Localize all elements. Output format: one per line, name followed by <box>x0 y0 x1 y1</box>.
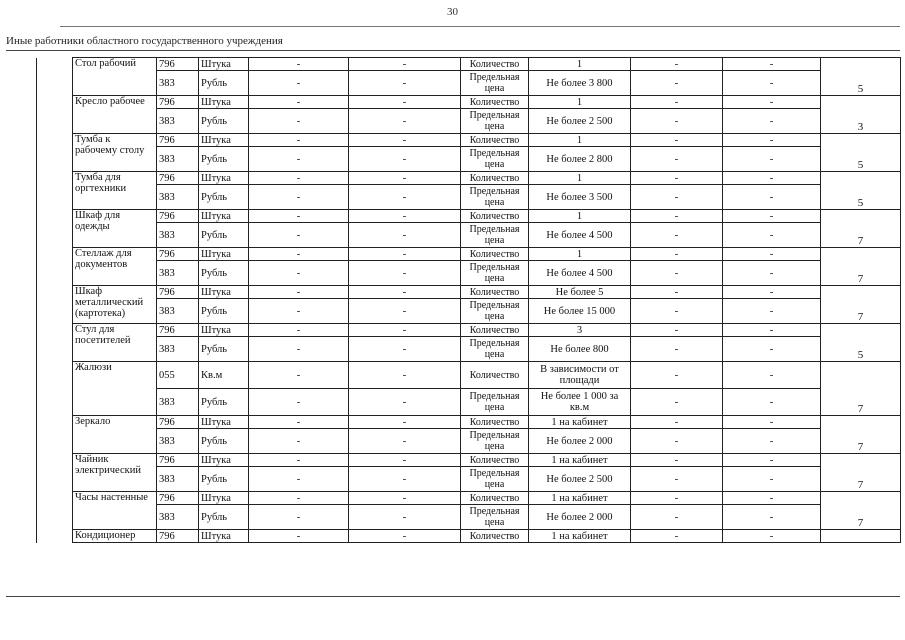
dash-cell: - <box>349 147 461 172</box>
characteristic-value: Не более 1 000 за кв.м <box>529 389 631 416</box>
okei-code: 383 <box>157 109 199 134</box>
characteristic-type: Предельная цена <box>461 337 529 362</box>
characteristic-type: Предельная цена <box>461 71 529 96</box>
characteristic-type: Предельная цена <box>461 147 529 172</box>
item-name: Жалюзи <box>73 362 157 416</box>
unit-name: Рубль <box>199 299 249 324</box>
dash-cell: - <box>723 286 821 299</box>
dash-cell: - <box>349 96 461 109</box>
dash-cell: - <box>631 261 723 286</box>
characteristic-value: Не более 2 000 <box>529 505 631 530</box>
characteristic-type: Количество <box>461 248 529 261</box>
okei-code: 383 <box>157 71 199 96</box>
characteristic-value: Не более 2 000 <box>529 429 631 454</box>
okei-code: 383 <box>157 337 199 362</box>
service-life: 7 <box>821 492 901 530</box>
bottom-rule <box>6 596 900 597</box>
margin-cell <box>37 96 73 134</box>
dash-cell: - <box>249 337 349 362</box>
dash-cell: - <box>631 337 723 362</box>
dash-cell: - <box>631 96 723 109</box>
unit-name: Рубль <box>199 147 249 172</box>
dash-cell: - <box>349 324 461 337</box>
dash-cell: - <box>249 429 349 454</box>
characteristic-value: Не более 2 800 <box>529 147 631 172</box>
characteristic-type: Количество <box>461 210 529 223</box>
unit-name: Штука <box>199 454 249 467</box>
characteristic-value: Не более 15 000 <box>529 299 631 324</box>
dash-cell: - <box>631 147 723 172</box>
table-row <box>37 362 901 389</box>
item-name: Шкаф для одежды <box>73 210 157 248</box>
dash-cell: - <box>249 505 349 530</box>
margin-cell <box>37 454 73 492</box>
table-row <box>37 109 901 134</box>
dash-cell: - <box>249 286 349 299</box>
top-rule <box>60 26 900 27</box>
characteristic-type: Предельная цена <box>461 429 529 454</box>
characteristic-type: Предельная цена <box>461 261 529 286</box>
characteristic-type: Количество <box>461 416 529 429</box>
dash-cell: - <box>349 134 461 147</box>
characteristic-value: Не более 800 <box>529 337 631 362</box>
table-row <box>37 324 901 337</box>
dash-cell: - <box>249 454 349 467</box>
service-life: 7 <box>821 248 901 286</box>
margin-cell <box>37 324 73 362</box>
dash-cell: - <box>349 454 461 467</box>
dash-cell: - <box>631 429 723 454</box>
characteristic-value: 1 на кабинет <box>529 530 631 543</box>
table-row <box>37 223 901 248</box>
okei-code: 796 <box>157 324 199 337</box>
characteristic-value: Не более 4 500 <box>529 223 631 248</box>
dash-cell: - <box>723 530 821 543</box>
unit-name: Штука <box>199 416 249 429</box>
dash-cell: - <box>631 505 723 530</box>
service-life: 3 <box>821 96 901 134</box>
item-name: Стул для посетителей <box>73 324 157 362</box>
item-name: Зеркало <box>73 416 157 454</box>
okei-code: 796 <box>157 96 199 109</box>
dash-cell: - <box>249 185 349 210</box>
okei-code: 383 <box>157 467 199 492</box>
table-row <box>37 71 901 96</box>
dash-cell: - <box>631 454 723 467</box>
dash-cell: - <box>349 299 461 324</box>
dash-cell: - <box>349 505 461 530</box>
unit-name: Рубль <box>199 261 249 286</box>
table-row <box>37 134 901 147</box>
margin-cell <box>37 248 73 286</box>
dash-cell: - <box>349 210 461 223</box>
dash-cell: - <box>349 185 461 210</box>
dash-cell: - <box>249 147 349 172</box>
dash-cell: - <box>249 530 349 543</box>
table-row <box>37 172 901 185</box>
characteristic-value: Не более 3 800 <box>529 71 631 96</box>
dash-cell: - <box>631 172 723 185</box>
okei-code: 796 <box>157 172 199 185</box>
unit-name: Рубль <box>199 109 249 134</box>
dash-cell: - <box>723 389 821 416</box>
unit-name: Рубль <box>199 223 249 248</box>
okei-code: 796 <box>157 454 199 467</box>
characteristic-type: Предельная цена <box>461 223 529 248</box>
okei-code: 796 <box>157 416 199 429</box>
okei-code: 383 <box>157 147 199 172</box>
dash-cell: - <box>631 248 723 261</box>
characteristic-type: Количество <box>461 134 529 147</box>
dash-cell: - <box>723 96 821 109</box>
table-row <box>37 286 901 299</box>
service-life: 5 <box>821 134 901 172</box>
dash-cell: - <box>349 71 461 96</box>
dash-cell: - <box>723 362 821 389</box>
unit-name: Штука <box>199 248 249 261</box>
service-life: 7 <box>821 416 901 454</box>
dash-cell: - <box>723 429 821 454</box>
characteristic-value: 1 на кабинет <box>529 454 631 467</box>
margin-cell <box>37 492 73 530</box>
unit-name: Штука <box>199 58 249 71</box>
characteristic-type: Количество <box>461 362 529 389</box>
dash-cell: - <box>723 337 821 362</box>
characteristic-type: Количество <box>461 58 529 71</box>
characteristic-value: 1 <box>529 172 631 185</box>
dash-cell: - <box>249 109 349 134</box>
margin-cell <box>37 134 73 172</box>
table-row <box>37 454 901 467</box>
item-name: Часы настенные <box>73 492 157 530</box>
unit-name: Рубль <box>199 71 249 96</box>
characteristic-value: Не более 3 500 <box>529 185 631 210</box>
unit-name: Рубль <box>199 185 249 210</box>
dash-cell: - <box>723 185 821 210</box>
dash-cell: - <box>349 223 461 248</box>
dash-cell: - <box>349 337 461 362</box>
table-row <box>37 492 901 505</box>
table-row <box>37 58 901 71</box>
dash-cell: - <box>349 492 461 505</box>
unit-name: Кв.м <box>199 362 249 389</box>
characteristic-value: 1 <box>529 58 631 71</box>
dash-cell: - <box>723 492 821 505</box>
okei-code: 383 <box>157 299 199 324</box>
dash-cell: - <box>349 467 461 492</box>
dash-cell: - <box>349 248 461 261</box>
service-life: 5 <box>821 58 901 96</box>
unit-name: Штука <box>199 210 249 223</box>
okei-code: 383 <box>157 223 199 248</box>
dash-cell: - <box>349 286 461 299</box>
item-name: Кресло рабочее <box>73 96 157 134</box>
okei-code: 796 <box>157 210 199 223</box>
service-life: 7 <box>821 210 901 248</box>
unit-name: Штука <box>199 96 249 109</box>
dash-cell: - <box>349 58 461 71</box>
dash-cell: - <box>249 210 349 223</box>
characteristic-value: Не более 5 <box>529 286 631 299</box>
item-name: Тумба к рабочему столу <box>73 134 157 172</box>
service-life: 7 <box>821 454 901 492</box>
dash-cell: - <box>249 324 349 337</box>
dash-cell: - <box>723 210 821 223</box>
characteristic-type: Предельная цена <box>461 185 529 210</box>
dash-cell: - <box>631 210 723 223</box>
characteristic-value: 1 на кабинет <box>529 492 631 505</box>
table-row <box>37 389 901 416</box>
item-name: Стол рабочий <box>73 58 157 96</box>
service-life: 5 <box>821 324 901 362</box>
dash-cell: - <box>723 71 821 96</box>
dash-cell: - <box>249 261 349 286</box>
section-heading: Иные работники областного государственного учреждения <box>6 35 283 47</box>
dash-cell: - <box>631 530 723 543</box>
characteristic-type: Количество <box>461 96 529 109</box>
margin-cell <box>37 210 73 248</box>
unit-name: Штука <box>199 286 249 299</box>
characteristic-value: 1 <box>529 210 631 223</box>
margin-cell <box>37 416 73 454</box>
dash-cell: - <box>249 223 349 248</box>
dash-cell: - <box>723 299 821 324</box>
dash-cell: - <box>249 96 349 109</box>
dash-cell: - <box>723 454 821 467</box>
dash-cell: - <box>249 134 349 147</box>
okei-code: 796 <box>157 58 199 71</box>
characteristic-type: Предельная цена <box>461 109 529 134</box>
dash-cell: - <box>249 389 349 416</box>
okei-code: 055 <box>157 362 199 389</box>
dash-cell: - <box>631 324 723 337</box>
dash-cell: - <box>631 109 723 134</box>
item-name: Чайник электрический <box>73 454 157 492</box>
characteristic-type: Предельная цена <box>461 389 529 416</box>
table-row <box>37 467 901 492</box>
page-number: 30 <box>447 6 458 18</box>
service-life: 5 <box>821 172 901 210</box>
dash-cell: - <box>631 299 723 324</box>
margin-cell <box>37 58 73 96</box>
dash-cell: - <box>349 172 461 185</box>
dash-cell: - <box>631 134 723 147</box>
okei-code: 796 <box>157 286 199 299</box>
dash-cell: - <box>723 134 821 147</box>
unit-name: Штука <box>199 134 249 147</box>
okei-code: 383 <box>157 261 199 286</box>
table-row <box>37 416 901 429</box>
table-row <box>37 261 901 286</box>
dash-cell: - <box>723 248 821 261</box>
unit-name: Штука <box>199 172 249 185</box>
unit-name: Штука <box>199 324 249 337</box>
dash-cell: - <box>631 389 723 416</box>
characteristic-value: 1 <box>529 96 631 109</box>
characteristic-value: 3 <box>529 324 631 337</box>
dash-cell: - <box>631 58 723 71</box>
table-row <box>37 429 901 454</box>
dash-cell: - <box>249 492 349 505</box>
dash-cell: - <box>349 389 461 416</box>
dash-cell: - <box>723 324 821 337</box>
characteristic-type: Количество <box>461 286 529 299</box>
characteristic-type: Количество <box>461 454 529 467</box>
dash-cell: - <box>249 416 349 429</box>
service-life: 7 <box>821 362 901 416</box>
table-row <box>37 210 901 223</box>
characteristic-type: Предельная цена <box>461 299 529 324</box>
okei-code: 383 <box>157 429 199 454</box>
furniture-norms-table <box>36 57 901 543</box>
unit-name: Рубль <box>199 429 249 454</box>
okei-code: 796 <box>157 492 199 505</box>
dash-cell: - <box>631 185 723 210</box>
characteristic-type: Предельная цена <box>461 505 529 530</box>
dash-cell: - <box>631 286 723 299</box>
table-row <box>37 96 901 109</box>
dash-cell: - <box>349 530 461 543</box>
dash-cell: - <box>249 172 349 185</box>
characteristic-type: Количество <box>461 530 529 543</box>
unit-name: Рубль <box>199 389 249 416</box>
item-name: Шкаф металлический (картотека) <box>73 286 157 324</box>
dash-cell: - <box>249 362 349 389</box>
characteristic-value: Не более 2 500 <box>529 467 631 492</box>
characteristic-type: Количество <box>461 172 529 185</box>
okei-code: 383 <box>157 185 199 210</box>
margin-cell <box>37 172 73 210</box>
dash-cell: - <box>631 492 723 505</box>
unit-name: Штука <box>199 530 249 543</box>
dash-cell: - <box>249 467 349 492</box>
dash-cell: - <box>631 71 723 96</box>
dash-cell: - <box>723 467 821 492</box>
table-row <box>37 299 901 324</box>
characteristic-type: Количество <box>461 492 529 505</box>
dash-cell: - <box>349 362 461 389</box>
dash-cell: - <box>723 109 821 134</box>
table-row <box>37 185 901 210</box>
dash-cell: - <box>349 261 461 286</box>
dash-cell: - <box>631 362 723 389</box>
characteristic-type: Количество <box>461 324 529 337</box>
margin-cell <box>37 286 73 324</box>
service-life <box>821 530 901 543</box>
dash-cell: - <box>723 505 821 530</box>
dash-cell: - <box>723 261 821 286</box>
unit-name: Рубль <box>199 467 249 492</box>
dash-cell: - <box>723 223 821 248</box>
item-name: Стеллаж для документов <box>73 248 157 286</box>
okei-code: 796 <box>157 248 199 261</box>
unit-name: Рубль <box>199 505 249 530</box>
characteristic-value: Не более 4 500 <box>529 261 631 286</box>
okei-code: 796 <box>157 134 199 147</box>
table-row <box>37 505 901 530</box>
table-row <box>37 337 901 362</box>
okei-code: 796 <box>157 530 199 543</box>
characteristic-value: Не более 2 500 <box>529 109 631 134</box>
heading-rule <box>6 50 900 51</box>
dash-cell: - <box>249 248 349 261</box>
dash-cell: - <box>249 71 349 96</box>
dash-cell: - <box>349 429 461 454</box>
service-life: 7 <box>821 286 901 324</box>
dash-cell: - <box>631 223 723 248</box>
dash-cell: - <box>349 109 461 134</box>
dash-cell: - <box>723 416 821 429</box>
okei-code: 383 <box>157 389 199 416</box>
table-row <box>37 248 901 261</box>
dash-cell: - <box>349 416 461 429</box>
table-row <box>37 530 901 543</box>
dash-cell: - <box>249 58 349 71</box>
characteristic-type: Предельная цена <box>461 467 529 492</box>
dash-cell: - <box>631 416 723 429</box>
margin-cell <box>37 530 73 543</box>
okei-code: 383 <box>157 505 199 530</box>
dash-cell: - <box>723 147 821 172</box>
item-name: Тумба для оргтехники <box>73 172 157 210</box>
characteristic-value: 1 на кабинет <box>529 416 631 429</box>
characteristic-value: 1 <box>529 248 631 261</box>
unit-name: Рубль <box>199 337 249 362</box>
table-row <box>37 147 901 172</box>
dash-cell: - <box>723 172 821 185</box>
unit-name: Штука <box>199 492 249 505</box>
dash-cell: - <box>631 467 723 492</box>
characteristic-value: В зависимости от площади <box>529 362 631 389</box>
characteristic-value: 1 <box>529 134 631 147</box>
margin-cell <box>37 362 73 416</box>
dash-cell: - <box>249 299 349 324</box>
dash-cell: - <box>723 58 821 71</box>
item-name: Кондиционер <box>73 530 157 543</box>
